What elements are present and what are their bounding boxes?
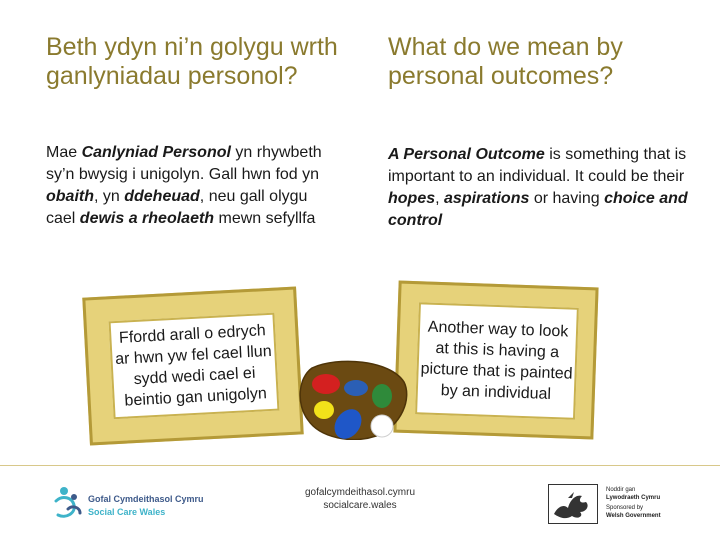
- definition-english-emphasis: A Personal Outcome: [388, 146, 545, 163]
- welsh-government-logo: [548, 484, 688, 524]
- paint-blue: [344, 380, 368, 396]
- definition-english-text: ,: [435, 190, 445, 207]
- definition-welsh-text: , neu gall olygu cael: [46, 188, 308, 227]
- gov-sponsor-english-line2: Welsh Government: [606, 513, 661, 519]
- definition-english-text: is something that is important to an individual. It could be their: [388, 146, 687, 185]
- definition-english-emphasis: choice and control: [388, 190, 688, 229]
- definition-welsh-text: yn rhywbeth sy’n bwysig i unigolyn. Gall hwn fod yn: [46, 144, 322, 183]
- paint-yellow: [314, 401, 334, 419]
- picture-frame-english: [393, 281, 598, 440]
- paint-white: [371, 415, 393, 437]
- footer-divider: [0, 465, 720, 466]
- title-english: What do we mean by personal outcomes?: [388, 33, 623, 90]
- social-care-wales-logo: [54, 485, 234, 521]
- welsh-dragon-icon: [548, 484, 598, 524]
- url-welsh[interactable]: gofalcymdeithasol.cymru: [304, 487, 416, 498]
- paint-palette-icon: [298, 358, 410, 440]
- gov-sponsor-welsh-line1: Noddir gan: [606, 487, 636, 493]
- definition-english-text: or having: [529, 190, 605, 207]
- definition-english-emphasis: aspirations: [444, 190, 530, 207]
- definition-english: [388, 144, 688, 232]
- title-welsh: Beth ydyn ni’n golygu wrth ganlyniadau personol?: [46, 33, 338, 90]
- definition-welsh-emphasis: obaith: [46, 188, 94, 205]
- picture-frame-welsh: [82, 287, 303, 446]
- gov-sponsor-welsh-line2: Lywodraeth Cymru: [606, 495, 661, 501]
- logo-english-name: Social Care Wales: [88, 507, 166, 517]
- definition-welsh-text: mewn sefyllfa: [214, 210, 316, 227]
- paint-red: [312, 374, 340, 394]
- picture-frame-english-text: Another way to look at this is having a picture that is painted by an individual: [415, 302, 579, 420]
- picture-frame-welsh-text: Ffordd arall o edrych ar hwn yw fel cael llun sydd wedi cael ei beintio gan unigolyn: [109, 313, 280, 420]
- gov-sponsor-english-line1: Sponsored by: [606, 505, 644, 511]
- people-logo-icon: [54, 485, 84, 521]
- definition-english-emphasis: hopes: [388, 190, 436, 207]
- logo-welsh-name: Gofal Cymdeithasol Cymru: [88, 494, 204, 504]
- definition-welsh-emphasis: Canlyniad Personol: [81, 144, 231, 161]
- definition-welsh: [46, 142, 336, 230]
- definition-welsh-emphasis: ddeheuad: [124, 188, 200, 205]
- paint-green: [372, 384, 392, 408]
- footer-urls: [290, 486, 430, 512]
- definition-welsh-emphasis: dewis a rheolaeth: [79, 210, 215, 227]
- definition-welsh-text: Mae: [46, 144, 82, 161]
- url-english[interactable]: socialcare.wales: [323, 500, 397, 511]
- definition-welsh-text: , yn: [94, 188, 125, 205]
